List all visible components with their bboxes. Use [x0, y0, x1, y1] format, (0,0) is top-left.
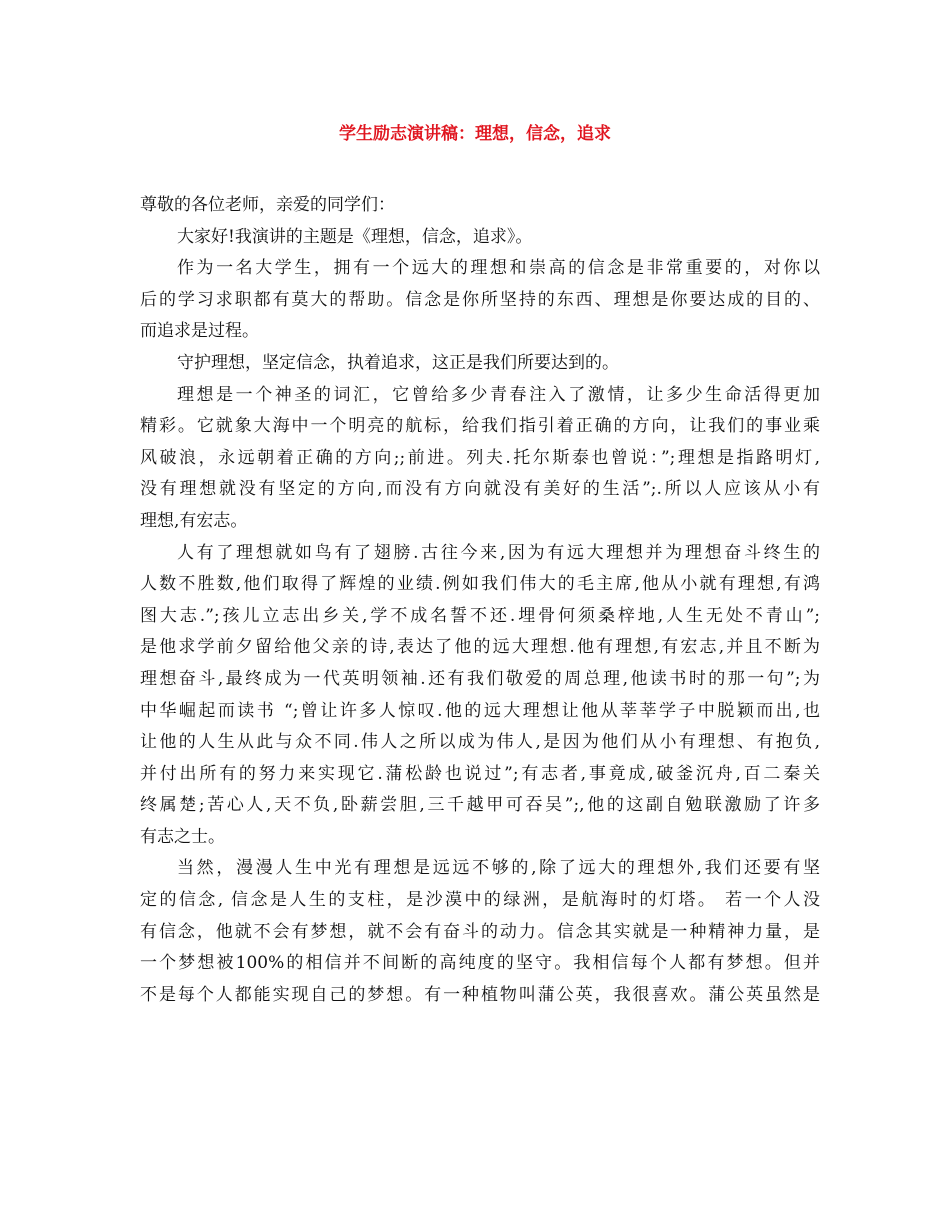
body-line: 而追求是过程。: [140, 321, 259, 342]
document-body: [140, 190, 820, 1011]
body-line: 大家好!我演讲的主题是《理想，信念，追求》。: [177, 226, 533, 247]
body-line: 理想是一个神圣的词汇，它曾给多少青春注入了激情，让多少生命活得更加: [177, 384, 820, 405]
body-line: 有信念，他就不会有梦想，就不会有奋斗的动力。信念其实就是一种精神力量，是: [140, 921, 820, 942]
body-line: 风破浪，永远朝着正确的方向;;前进。列夫.托尔斯泰也曾说：”;理想是指路明灯,: [140, 447, 820, 468]
body-line: 人有了理想就如鸟有了翅膀.古往今来,因为有远大理想并为理想奋斗终生的: [177, 542, 820, 563]
body-line: 定的信念, 信念是人生的支柱，是沙漠中的绿洲，是航海时的灯塔。 若一个人没: [140, 890, 820, 911]
body-line: 不是每个人都能实现自己的梦想。有一种植物叫蒲公英，我很喜欢。蒲公英虽然是: [140, 984, 820, 1005]
body-line: 有志之士。: [140, 826, 225, 847]
body-line: 理想,有宏志。: [140, 510, 248, 531]
body-line: 并付出所有的努力来实现它.蒲松龄也说过”;有志者,事竟成,破釜沉舟,百二秦关: [140, 763, 820, 784]
body-line: 终属楚;苦心人,天不负,卧薪尝胆,三千越甲可吞吴”;,他的这副自勉联激励了许多: [140, 795, 820, 816]
body-line: 理想奋斗,最终成为一代英明领袖.还有我们敬爱的周总理,他读书时的那一句”;为: [140, 668, 820, 689]
document-title: 学生励志演讲稿：理想，信念，追求: [339, 124, 611, 144]
body-line: 守护理想，坚定信念，执着追求，这正是我们所要达到的。: [177, 352, 619, 373]
salutation-line: 尊敬的各位老师，亲爱的同学们：: [140, 195, 395, 215]
body-line: 是他求学前夕留给他父亲的诗,表达了他的远大理想.他有理想,有宏志,并且不断为: [140, 637, 820, 658]
body-line: 人数不胜数,他们取得了辉煌的业绩.例如我们伟大的毛主席,他从小就有理想,有鸿: [140, 574, 820, 595]
body-line: 作为一名大学生，拥有一个远大的理想和崇高的信念是非常重要的，对你以: [177, 258, 820, 279]
body-line: 精彩。它就象大海中一个明亮的航标，给我们指引着正确的方向，让我们的事业乘: [140, 416, 820, 437]
body-line: 没有理想就没有坚定的方向,而没有方向就没有美好的生活”;.所以人应该从小有: [140, 479, 820, 500]
body-line: 图大志.”;孩儿立志出乡关,学不成名誓不还.埋骨何须桑梓地,人生无处不青山”;: [140, 605, 820, 626]
body-line: 中华崛起而读书 “;曾让许多人惊叹.他的远大理想让他从莘莘学子中脱颖而出,也: [140, 700, 820, 721]
body-line: 一个梦想被100%的相信并不间断的高纯度的坚守。我相信每个人都有梦想。但并: [140, 953, 820, 974]
body-line: 当然，漫漫人生中光有理想是远远不够的,除了远大的理想外,我们还要有坚: [177, 858, 820, 879]
body-line: 后的学习求职都有莫大的帮助。信念是你所坚持的东西、理想是你要达成的目的、: [140, 289, 820, 310]
body-line: 让他的人生从此与众不同.伟人之所以成为伟人,是因为他们从小有理想、有抱负,: [140, 732, 820, 753]
